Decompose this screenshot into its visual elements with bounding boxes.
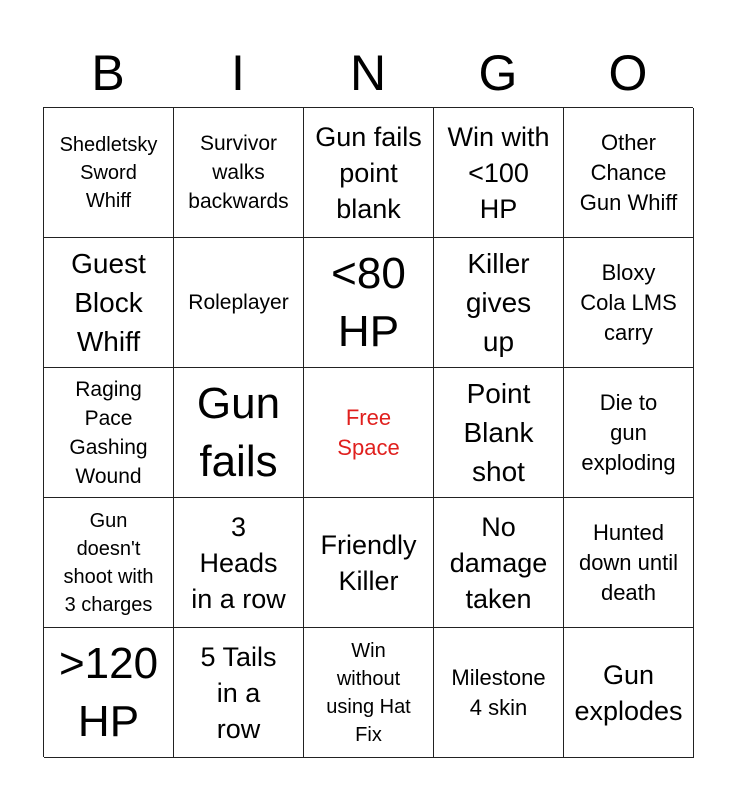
header-letter-g: G (478, 45, 518, 101)
bingo-cell-r5c3[interactable]: Win without using Hat Fix (304, 628, 434, 758)
header-letter-b: B (91, 45, 125, 101)
bingo-cell-r1c4[interactable]: Win with <100 HP (434, 108, 564, 238)
header-letter-i: I (231, 45, 245, 101)
bingo-cell-r4c1[interactable]: Gun doesn't shoot with 3 charges (44, 498, 174, 628)
bingo-cell-r4c3[interactable]: Friendly Killer (304, 498, 434, 628)
bingo-cell-r5c5[interactable]: Gun explodes (564, 628, 694, 758)
bingo-cell-r5c2[interactable]: 5 Tails in a row (174, 628, 304, 758)
bingo-cell-r2c3[interactable]: <80 HP (304, 238, 434, 368)
bingo-cell-r3c5[interactable]: Die to gun exploding (564, 368, 694, 498)
bingo-cell-r4c5[interactable]: Hunted down until death (564, 498, 694, 628)
bingo-cell-r1c1[interactable]: Shedletsky Sword Whiff (44, 108, 174, 238)
header-letter-o: O (608, 45, 648, 101)
bingo-cell-r3c1[interactable]: Raging Pace Gashing Wound (44, 368, 174, 498)
bingo-board (43, 107, 693, 757)
bingo-cell-r4c4[interactable]: No damage taken (434, 498, 564, 628)
free-space-cell[interactable]: Free Space (304, 368, 434, 498)
header-letter-n: N (349, 45, 387, 101)
bingo-cell-r2c4[interactable]: Killer gives up (434, 238, 564, 368)
bingo-cell-r5c1[interactable]: >120 HP (44, 628, 174, 758)
bingo-cell-r1c5[interactable]: Other Chance Gun Whiff (564, 108, 694, 238)
bingo-cell-r5c4[interactable]: Milestone 4 skin (434, 628, 564, 758)
bingo-cell-r2c1[interactable]: Guest Block Whiff (44, 238, 174, 368)
bingo-cell-r2c2[interactable]: Roleplayer (174, 238, 304, 368)
bingo-cell-r3c4[interactable]: Point Blank shot (434, 368, 564, 498)
bingo-cell-r1c2[interactable]: Survivor walks backwards (174, 108, 304, 238)
bingo-cell-r4c2[interactable]: 3 Heads in a row (174, 498, 304, 628)
bingo-cell-r3c2[interactable]: Gun fails (174, 368, 304, 498)
bingo-cell-r1c3[interactable]: Gun fails point blank (304, 108, 434, 238)
bingo-header (43, 42, 693, 104)
bingo-cell-r2c5[interactable]: Bloxy Cola LMS carry (564, 238, 694, 368)
